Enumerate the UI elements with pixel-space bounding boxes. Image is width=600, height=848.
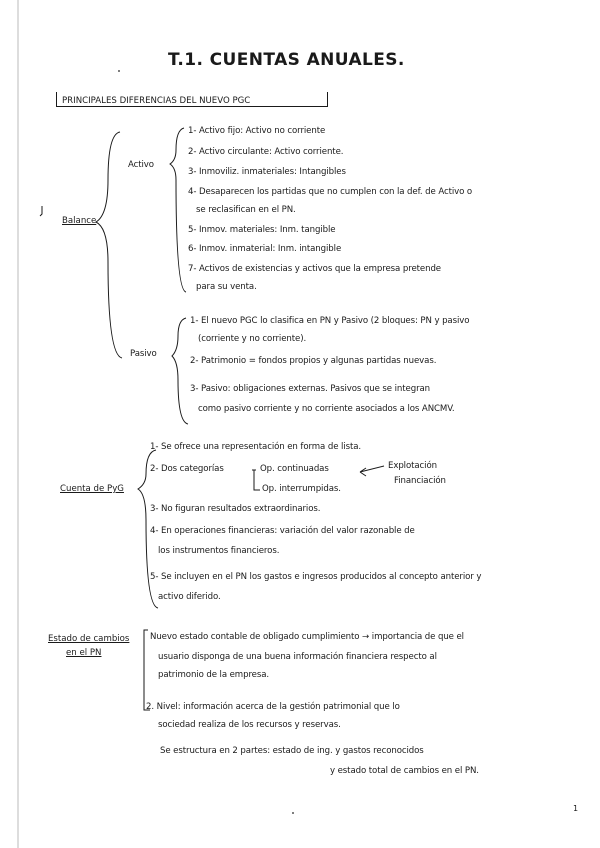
- activo-item-7b: para su venta.: [196, 282, 257, 292]
- estado-line-1: Nuevo estado contable de obligado cumplimiento → importancia de que el: [150, 632, 464, 642]
- activo-item-6: 6- Inmov. inmaterial: Inm. intangible: [188, 244, 342, 254]
- cuenta-item-1: 1- Se ofrece una representación en forma de lista.: [150, 442, 362, 452]
- activo-item-3: 3- Inmoviliz. inmateriales: Intangibles: [188, 167, 346, 177]
- pasivo-item-3: 3- Pasivo: obligaciones externas. Pasivos que se integran: [190, 384, 431, 394]
- estado-line-7: y estado total de cambios en el PN.: [330, 766, 479, 776]
- activo-label: Activo: [128, 160, 154, 170]
- cuenta-item-4b: los instrumentos financieros.: [158, 546, 280, 556]
- cuenta-item-4: 4- En operaciones financieras: variación del valor razonable de: [150, 526, 415, 536]
- activo-item-4: 4- Desaparecen los partidas que no cumplen con la def. de Activo o: [188, 187, 473, 197]
- activo-item-2: 2- Activo circulante: Activo corriente.: [188, 147, 344, 157]
- estado-line-4: 2. Nivel: información acerca de la gestión patrimonial que lo: [146, 702, 400, 712]
- cuenta-sub-explotacion: Explotación: [388, 461, 437, 471]
- activo-item-4b: se reclasifican en el PN.: [196, 205, 296, 215]
- pasivo-item-1b: (corriente y no corriente).: [198, 334, 307, 344]
- pasivo-label: Pasivo: [130, 349, 157, 359]
- section-label-estado: Estado de cambios: [48, 634, 130, 644]
- cuenta-item-5: 5- Se incluyen en el PN los gastos e ingresos producidos al concepto anterior y: [150, 572, 482, 582]
- cuenta-item-2: 2- Dos categorías: [150, 464, 224, 474]
- activo-item-5: 5- Inmov. materiales: Inm. tangible: [188, 225, 336, 235]
- cuenta-sub-financiacion: Financiación: [394, 476, 446, 486]
- pasivo-item-1: 1- El nuevo PGC lo clasifica en PN y Pasivo (2 bloques: PN y pasivo: [190, 316, 470, 326]
- pasivo-item-3b: como pasivo corriente y no corriente asociados a los ANCMV.: [198, 404, 455, 414]
- section-label-balance: Balance: [62, 216, 97, 226]
- pasivo-item-2: 2- Patrimonio = fondos propios y algunas partidas nuevas.: [190, 356, 437, 366]
- cuenta-sub-continuadas: Op. continuadas: [260, 464, 329, 474]
- section-label-cuenta-pyg: Cuenta de PyG: [60, 484, 124, 494]
- estado-line-6: Se estructura en 2 partes: estado de ing. y gastos reconocidos: [160, 746, 424, 756]
- estado-line-3: patrimonio de la empresa.: [158, 670, 270, 680]
- page-subtitle: PRINCIPALES DIFERENCIAS DEL NUEVO PGC: [62, 96, 251, 106]
- ink-dot: [118, 70, 120, 72]
- estado-line-2: usuario disponga de una buena información financiera respecto al: [158, 652, 437, 662]
- activo-item-7: 7- Activos de existencias y activos que la empresa pretende: [188, 264, 441, 274]
- cuenta-item-5b: activo diferido.: [158, 592, 221, 602]
- cuenta-sub-interrumpidas: Op. interrumpidas.: [262, 484, 341, 494]
- section-label-estado-2: en el PN: [66, 648, 102, 658]
- ink-dot-bottom: [292, 812, 294, 814]
- cuenta-item-3: 3- No figuran resultados extraordinarios.: [150, 504, 321, 514]
- page-title: T.1. CUENTAS ANUALES.: [168, 50, 405, 70]
- activo-item-1: 1- Activo fijo: Activo no corriente: [188, 126, 326, 136]
- estado-line-5: sociedad realiza de los recursos y reservas.: [158, 720, 341, 730]
- page-number: 1: [573, 804, 579, 813]
